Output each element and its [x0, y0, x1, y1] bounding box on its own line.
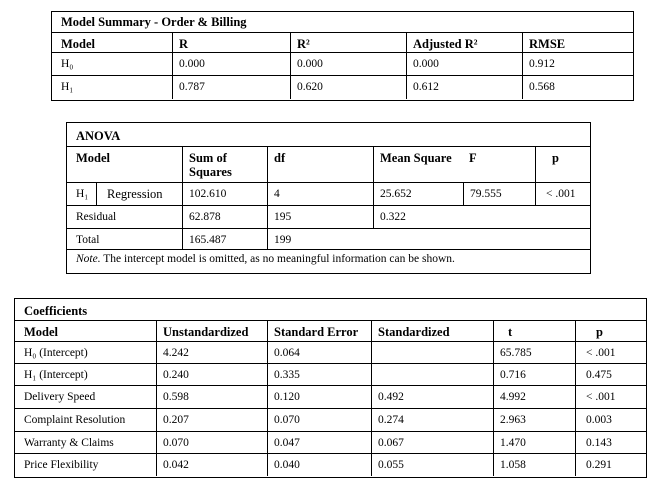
coef-cell-t: 1.058: [493, 454, 575, 476]
anova-cell-p: < .001: [535, 183, 590, 205]
table-row: [52, 76, 633, 99]
ms-cell-rmse: 0.912: [522, 53, 633, 75]
anova-cell-source: Total: [76, 234, 100, 246]
ms-cell-adj-r2: 0.612: [406, 76, 522, 99]
anova-cell-source: Regression: [96, 183, 182, 205]
coef-cell-p: 0.143: [575, 432, 646, 453]
ms-header-model: Model: [61, 37, 96, 51]
coef-cell-model: Complaint Resolution: [24, 414, 126, 426]
coef-header-standard-error: Standard Error: [267, 321, 371, 341]
anova-table: [66, 122, 591, 274]
model-summary-title: Model Summary - Order & Billing: [61, 15, 247, 29]
table-row: [15, 386, 646, 409]
coef-cell-std: [371, 364, 493, 385]
ms-header-adj-r2: Adjusted R²: [406, 33, 522, 52]
coef-cell-model: Delivery Speed: [24, 391, 96, 403]
coef-cell-p: 0.475: [575, 364, 646, 385]
coef-header-t: t: [493, 321, 575, 341]
ms-cell-r2: 0.000: [290, 53, 406, 75]
coef-cell-se: 0.040: [267, 454, 371, 476]
ms-cell-adj-r2: 0.000: [406, 53, 522, 75]
table-row: [15, 364, 646, 386]
coef-cell-unstd: 0.240: [156, 364, 267, 385]
coef-cell-unstd: 0.598: [156, 386, 267, 408]
ms-cell-r: 0.000: [172, 53, 290, 75]
coef-cell-se: 0.064: [267, 342, 371, 363]
ms-cell-rmse: 0.568: [522, 76, 633, 99]
coef-cell-std: 0.274: [371, 409, 493, 431]
table-row: [67, 206, 590, 229]
coef-cell-t: 65.785: [493, 342, 575, 363]
coefficients-header: [15, 320, 646, 342]
anova-header-model: Model: [76, 151, 111, 165]
anova-header-df: df: [267, 147, 373, 182]
anova-note-label: Note.: [76, 253, 101, 265]
anova-cell-source: Residual: [76, 211, 117, 223]
coef-cell-t: 0.716: [493, 364, 575, 385]
coef-header-standardized: Standardized: [371, 321, 493, 341]
table-row: [15, 409, 646, 432]
table-row: [67, 183, 590, 206]
coef-cell-unstd: 4.242: [156, 342, 267, 363]
coefficients-title: Coefficients: [24, 304, 88, 318]
ms-cell-model: H₀: [61, 58, 74, 70]
coef-cell-t: 2.963: [493, 409, 575, 431]
coef-cell-model: H₀ (Intercept): [24, 347, 88, 359]
coef-cell-unstd: 0.070: [156, 432, 267, 453]
coef-cell-std: 0.492: [371, 386, 493, 408]
coef-cell-model: Price Flexibility: [24, 459, 99, 471]
anova-cell-df: 4: [267, 183, 373, 205]
ms-cell-r: 0.787: [172, 76, 290, 99]
coef-cell-se: 0.047: [267, 432, 371, 453]
anova-header: [67, 146, 590, 183]
coef-cell-se: 0.070: [267, 409, 371, 431]
coef-cell-model: H₁ (Intercept): [24, 369, 88, 381]
anova-cell-df: 199: [267, 229, 373, 249]
coef-cell-p: 0.291: [575, 454, 646, 476]
coef-header-unstandardized: Unstandardized: [156, 321, 261, 341]
coef-cell-se: 0.120: [267, 386, 371, 408]
anova-note: [67, 250, 590, 265]
table-row: [52, 53, 633, 76]
anova-cell-f: 79.555: [463, 183, 535, 205]
table-row: [15, 342, 646, 364]
anova-note-text: The intercept model is omitted, as no meaningful information can be shown.: [100, 253, 455, 265]
anova-header-f: F: [469, 151, 477, 165]
coef-cell-unstd: 0.207: [156, 409, 267, 431]
anova-cell-ms: 0.322: [373, 206, 463, 228]
anova-cell-ss: 62.878: [182, 206, 267, 228]
coef-cell-se: 0.335: [267, 364, 371, 385]
anova-cell-ss: 102.610: [182, 183, 267, 205]
coef-cell-std: [371, 342, 493, 363]
coef-cell-t: 1.470: [493, 432, 575, 453]
ms-header-r2: R²: [290, 33, 406, 52]
coef-cell-std: 0.055: [371, 454, 493, 476]
anova-h1-label: H₁: [76, 188, 89, 200]
model-summary-table: [51, 11, 634, 101]
coef-header-p: p: [575, 321, 646, 341]
anova-header-sum-of-squares: Sum of Squares: [182, 147, 267, 182]
coef-cell-unstd: 0.042: [156, 454, 267, 476]
ms-header-r: R: [172, 33, 290, 52]
anova-cell-df: 195: [267, 206, 373, 228]
coef-header-model: Model: [24, 325, 59, 339]
coef-cell-t: 4.992: [493, 386, 575, 408]
anova-header-mean-square: Mean Square: [373, 147, 463, 182]
table-row: [15, 454, 646, 476]
ms-cell-r2: 0.620: [290, 76, 406, 99]
ms-cell-model: H₁: [61, 81, 74, 93]
coef-cell-p: < .001: [575, 342, 646, 363]
anova-cell-ss: 165.487: [182, 229, 267, 249]
anova-cell-ms: 25.652: [373, 183, 463, 205]
model-summary-header: [52, 32, 633, 53]
coef-cell-std: 0.067: [371, 432, 493, 453]
ms-header-rmse: RMSE: [522, 33, 633, 52]
coef-cell-model: Warranty & Claims: [24, 437, 114, 449]
table-row: [67, 229, 590, 250]
coef-cell-p: < .001: [575, 386, 646, 408]
coefficients-table: [14, 298, 647, 478]
coef-cell-p: 0.003: [575, 409, 646, 431]
table-row: [15, 432, 646, 454]
anova-header-p: p: [535, 147, 590, 182]
anova-title: ANOVA: [76, 129, 121, 143]
